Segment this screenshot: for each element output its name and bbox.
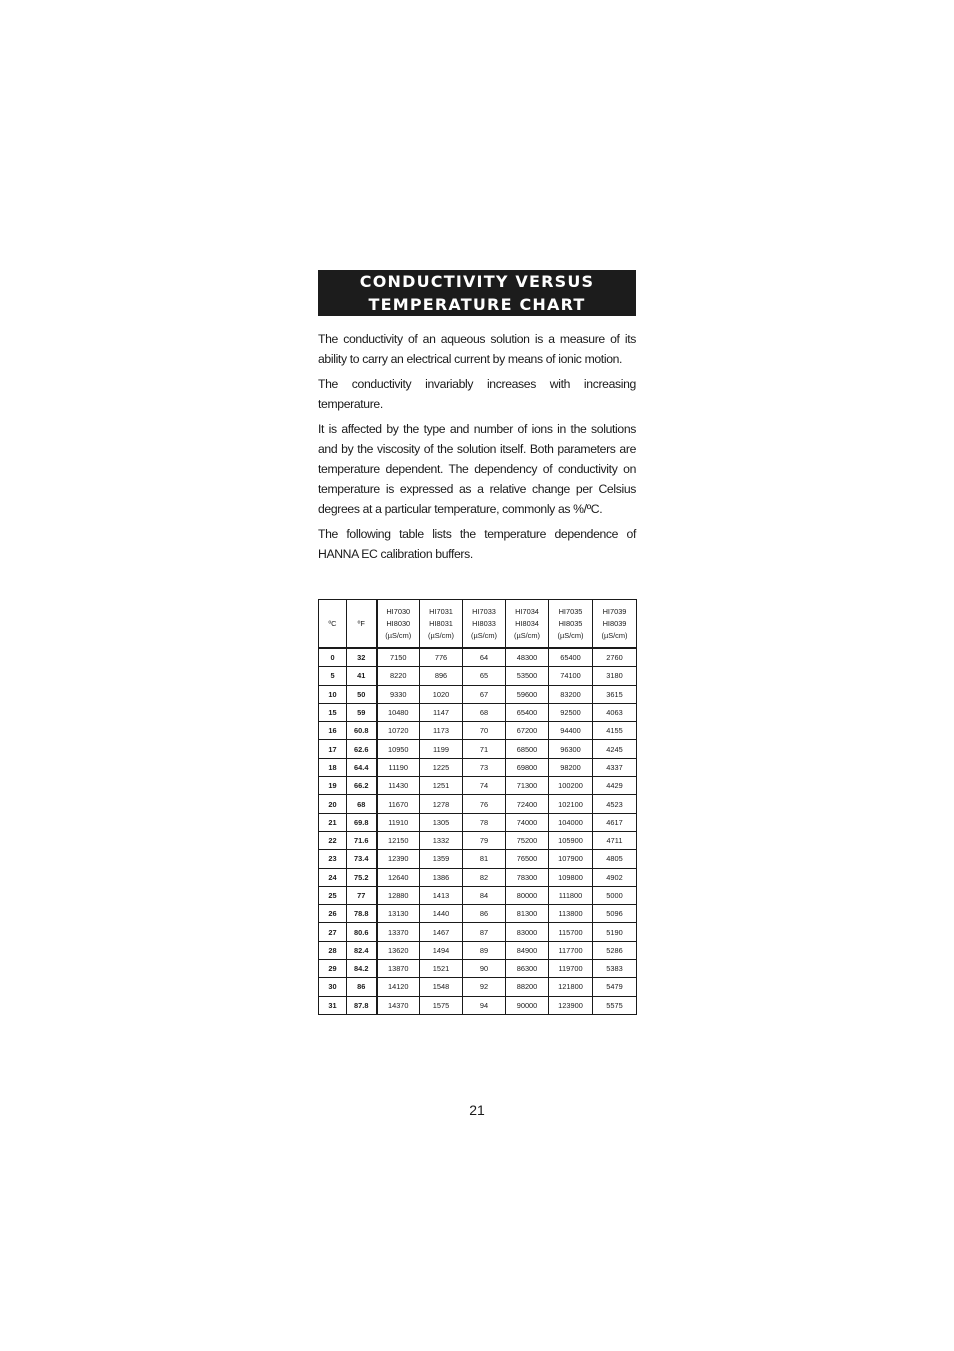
column-header-line: HI8033	[472, 618, 496, 628]
table-row	[319, 996, 637, 1014]
column-header-line: HI7033	[472, 606, 496, 616]
conductivity-cell: 115700	[549, 923, 593, 941]
conductivity-cell: 107900	[549, 850, 593, 868]
conductivity-cell: 64	[463, 648, 506, 667]
conductivity-cell: 11670	[377, 795, 420, 813]
fahrenheit-cell: 60.8	[347, 722, 377, 740]
column-header-line: HI7039	[602, 606, 627, 616]
column-header-line: ºC	[328, 618, 337, 628]
celsius-cell: 17	[319, 740, 347, 758]
table-row	[319, 685, 637, 703]
celsius-cell: 5	[319, 667, 347, 685]
conductivity-cell: 9330	[377, 685, 420, 703]
conductivity-cell: 84900	[506, 941, 549, 959]
conductivity-cell: 5190	[593, 923, 637, 941]
conductivity-cell: 81300	[506, 905, 549, 923]
conductivity-cell: 1332	[420, 831, 463, 849]
conductivity-cell: 87	[463, 923, 506, 941]
conductivity-cell: 65400	[549, 648, 593, 667]
paragraph-4: The following table lists the temperature dependence of HANNA EC calibration buffers.	[318, 527, 636, 561]
column-header-line: (µS/cm)	[513, 630, 540, 640]
column-header-line: HI7034	[515, 606, 539, 616]
fahrenheit-cell: 75.2	[347, 868, 377, 886]
conductivity-cell: 10950	[377, 740, 420, 758]
table-row	[319, 758, 637, 776]
conductivity-cell: 59600	[506, 685, 549, 703]
conductivity-cell: 4711	[593, 831, 637, 849]
conductivity-cell: 1225	[420, 758, 463, 776]
column-header	[319, 600, 347, 649]
celsius-cell: 30	[319, 978, 347, 996]
celsius-cell: 31	[319, 996, 347, 1014]
title-line-1: CONDUCTIVITY VERSUS	[359, 272, 595, 291]
table-row	[319, 905, 637, 923]
conductivity-cell: 11190	[377, 758, 420, 776]
fahrenheit-cell: 87.8	[347, 996, 377, 1014]
table-row	[319, 978, 637, 996]
conductivity-cell: 13370	[377, 923, 420, 941]
conductivity-cell: 11430	[377, 777, 420, 795]
title-line-2: TEMPERATURE CHART	[368, 295, 586, 314]
conductivity-cell: 4429	[593, 777, 637, 795]
conductivity-table	[318, 599, 637, 1015]
conductivity-cell: 5096	[593, 905, 637, 923]
conductivity-cell: 79	[463, 831, 506, 849]
conductivity-cell: 5286	[593, 941, 637, 959]
fahrenheit-cell: 84.2	[347, 960, 377, 978]
celsius-cell: 24	[319, 868, 347, 886]
conductivity-cell: 5479	[593, 978, 637, 996]
fahrenheit-cell: 78.8	[347, 905, 377, 923]
conductivity-cell: 5000	[593, 886, 637, 904]
celsius-cell: 15	[319, 703, 347, 721]
page-title	[318, 270, 636, 316]
conductivity-cell: 72400	[506, 795, 549, 813]
conductivity-cell: 111800	[549, 886, 593, 904]
conductivity-cell: 1147	[420, 703, 463, 721]
conductivity-cell: 83200	[549, 685, 593, 703]
fahrenheit-cell: 41	[347, 667, 377, 685]
column-header	[420, 600, 463, 649]
conductivity-cell: 104000	[549, 813, 593, 831]
conductivity-cell: 1199	[420, 740, 463, 758]
conductivity-cell: 4337	[593, 758, 637, 776]
fahrenheit-cell: 77	[347, 886, 377, 904]
conductivity-cell: 8220	[377, 667, 420, 685]
conductivity-cell: 1440	[420, 905, 463, 923]
conductivity-cell: 12150	[377, 831, 420, 849]
conductivity-cell: 4902	[593, 868, 637, 886]
conductivity-cell: 76	[463, 795, 506, 813]
conductivity-cell: 74000	[506, 813, 549, 831]
conductivity-cell: 68	[463, 703, 506, 721]
conductivity-cell: 7150	[377, 648, 420, 667]
conductivity-cell: 1278	[420, 795, 463, 813]
conductivity-cell: 90000	[506, 996, 549, 1014]
fahrenheit-cell: 32	[347, 648, 377, 667]
conductivity-cell: 75200	[506, 831, 549, 849]
celsius-cell: 28	[319, 941, 347, 959]
conductivity-cell: 67	[463, 685, 506, 703]
column-header-line: (µS/cm)	[470, 630, 497, 640]
paragraph-1: The conductivity of an aqueous solution is a measure of its ability to carry an electrical current by means of ionic motion.	[318, 332, 636, 366]
conductivity-cell: 1386	[420, 868, 463, 886]
conductivity-cell: 12390	[377, 850, 420, 868]
celsius-cell: 20	[319, 795, 347, 813]
conductivity-cell: 78300	[506, 868, 549, 886]
conductivity-cell: 1521	[420, 960, 463, 978]
conductivity-cell: 98200	[549, 758, 593, 776]
fahrenheit-cell: 64.4	[347, 758, 377, 776]
celsius-cell: 22	[319, 831, 347, 849]
fahrenheit-cell: 66.2	[347, 777, 377, 795]
conductivity-cell: 12640	[377, 868, 420, 886]
fahrenheit-cell: 62.6	[347, 740, 377, 758]
conductivity-cell: 14370	[377, 996, 420, 1014]
table-row	[319, 777, 637, 795]
table-header	[319, 600, 637, 649]
conductivity-cell: 100200	[549, 777, 593, 795]
conductivity-cell: 896	[420, 667, 463, 685]
table-row	[319, 722, 637, 740]
conductivity-cell: 121800	[549, 978, 593, 996]
conductivity-cell: 13620	[377, 941, 420, 959]
table-row	[319, 813, 637, 831]
conductivity-cell: 78	[463, 813, 506, 831]
fahrenheit-cell: 82.4	[347, 941, 377, 959]
conductivity-cell: 13130	[377, 905, 420, 923]
conductivity-cell: 3615	[593, 685, 637, 703]
column-header	[593, 600, 637, 649]
conductivity-cell: 81	[463, 850, 506, 868]
conductivity-cell: 67200	[506, 722, 549, 740]
conductivity-cell: 776	[420, 648, 463, 667]
celsius-cell: 0	[319, 648, 347, 667]
table-row	[319, 850, 637, 868]
conductivity-cell: 4805	[593, 850, 637, 868]
conductivity-cell: 4245	[593, 740, 637, 758]
conductivity-cell: 123900	[549, 996, 593, 1014]
table-row	[319, 703, 637, 721]
conductivity-cell: 4063	[593, 703, 637, 721]
table-row	[319, 886, 637, 904]
conductivity-cell: 86	[463, 905, 506, 923]
conductivity-cell: 5383	[593, 960, 637, 978]
column-header	[377, 600, 420, 649]
column-header-line: HI8030	[386, 618, 411, 628]
conductivity-cell: 89	[463, 941, 506, 959]
fahrenheit-cell: 86	[347, 978, 377, 996]
celsius-cell: 21	[319, 813, 347, 831]
paragraph-2: The conductivity invariably increases with increasing temperature.	[318, 377, 636, 411]
conductivity-cell: 1359	[420, 850, 463, 868]
fahrenheit-cell: 80.6	[347, 923, 377, 941]
conductivity-cell: 5575	[593, 996, 637, 1014]
conductivity-cell: 48300	[506, 648, 549, 667]
table-row	[319, 868, 637, 886]
conductivity-cell: 83000	[506, 923, 549, 941]
conductivity-cell: 65400	[506, 703, 549, 721]
column-header-line: (µS/cm)	[427, 630, 454, 640]
column-header-line: HI8034	[515, 618, 539, 628]
conductivity-cell: 1020	[420, 685, 463, 703]
conductivity-cell: 71300	[506, 777, 549, 795]
conductivity-cell: 74	[463, 777, 506, 795]
conductivity-cell: 10480	[377, 703, 420, 721]
conductivity-cell: 94400	[549, 722, 593, 740]
celsius-cell: 23	[319, 850, 347, 868]
fahrenheit-cell: 59	[347, 703, 377, 721]
conductivity-cell: 1251	[420, 777, 463, 795]
conductivity-cell: 12880	[377, 886, 420, 904]
column-header-line: (µS/cm)	[385, 630, 412, 640]
column-header-line: HI7030	[386, 606, 411, 616]
conductivity-cell: 1173	[420, 722, 463, 740]
table-row	[319, 923, 637, 941]
celsius-cell: 25	[319, 886, 347, 904]
fahrenheit-cell: 68	[347, 795, 377, 813]
conductivity-cell: 80000	[506, 886, 549, 904]
column-header	[549, 600, 593, 649]
column-header-line: HI8031	[429, 618, 453, 628]
paragraph-3: It is affected by the type and number of ions in the solutions and by the viscosity of the solution itself. Both parameters are temperature dependent. The dependency of conductivity on temperature is expressed as a relative change per Celsius degrees at a particular temperature, commonly as %/ºC.	[318, 422, 636, 516]
conductivity-cell: 4617	[593, 813, 637, 831]
conductivity-cell: 10720	[377, 722, 420, 740]
column-header-line: (µS/cm)	[601, 630, 628, 640]
celsius-cell: 27	[319, 923, 347, 941]
celsius-cell: 19	[319, 777, 347, 795]
fahrenheit-cell: 69.8	[347, 813, 377, 831]
conductivity-cell: 74100	[549, 667, 593, 685]
conductivity-cell: 3180	[593, 667, 637, 685]
column-header	[347, 600, 377, 649]
conductivity-cell: 68500	[506, 740, 549, 758]
conductivity-cell: 14120	[377, 978, 420, 996]
conductivity-cell: 69800	[506, 758, 549, 776]
column-header	[506, 600, 549, 649]
table-row	[319, 960, 637, 978]
table-row	[319, 667, 637, 685]
conductivity-cell: 4523	[593, 795, 637, 813]
fahrenheit-cell: 71.6	[347, 831, 377, 849]
conductivity-cell: 92500	[549, 703, 593, 721]
conductivity-cell: 113800	[549, 905, 593, 923]
table-row	[319, 795, 637, 813]
table-row	[319, 831, 637, 849]
conductivity-cell: 86300	[506, 960, 549, 978]
conductivity-cell: 1413	[420, 886, 463, 904]
conductivity-cell: 94	[463, 996, 506, 1014]
column-header-line: ºF	[357, 618, 365, 628]
conductivity-cell: 119700	[549, 960, 593, 978]
column-header-line: HI8039	[602, 618, 627, 628]
conductivity-cell: 1575	[420, 996, 463, 1014]
conductivity-cell: 1494	[420, 941, 463, 959]
conductivity-cell: 76500	[506, 850, 549, 868]
conductivity-cell: 1467	[420, 923, 463, 941]
celsius-cell: 18	[319, 758, 347, 776]
conductivity-cell: 109800	[549, 868, 593, 886]
fahrenheit-cell: 50	[347, 685, 377, 703]
conductivity-cell: 13870	[377, 960, 420, 978]
conductivity-cell: 96300	[549, 740, 593, 758]
conductivity-cell: 90	[463, 960, 506, 978]
page-number: 21	[469, 1102, 485, 1118]
celsius-cell: 10	[319, 685, 347, 703]
conductivity-cell: 92	[463, 978, 506, 996]
table-row	[319, 648, 637, 667]
conductivity-cell: 102100	[549, 795, 593, 813]
conductivity-cell: 84	[463, 886, 506, 904]
conductivity-cell: 73	[463, 758, 506, 776]
fahrenheit-cell: 73.4	[347, 850, 377, 868]
conductivity-cell: 2760	[593, 648, 637, 667]
celsius-cell: 26	[319, 905, 347, 923]
column-header-line: HI7035	[558, 606, 583, 616]
column-header-line: (µS/cm)	[557, 630, 584, 640]
conductivity-cell: 71	[463, 740, 506, 758]
conductivity-cell: 105900	[549, 831, 593, 849]
column-header-line: HI8035	[558, 618, 583, 628]
conductivity-cell: 1548	[420, 978, 463, 996]
conductivity-cell: 88200	[506, 978, 549, 996]
intro-text	[318, 329, 636, 569]
header-row	[319, 600, 637, 649]
conductivity-cell: 11910	[377, 813, 420, 831]
table-row	[319, 941, 637, 959]
column-header-line: HI7031	[429, 606, 453, 616]
conductivity-cell: 1305	[420, 813, 463, 831]
conductivity-cell: 65	[463, 667, 506, 685]
conductivity-cell: 70	[463, 722, 506, 740]
celsius-cell: 29	[319, 960, 347, 978]
conductivity-cell: 53500	[506, 667, 549, 685]
celsius-cell: 16	[319, 722, 347, 740]
table-row	[319, 740, 637, 758]
table-body	[319, 648, 637, 1014]
conductivity-cell: 117700	[549, 941, 593, 959]
column-header	[463, 600, 506, 649]
conductivity-cell: 82	[463, 868, 506, 886]
conductivity-cell: 4155	[593, 722, 637, 740]
